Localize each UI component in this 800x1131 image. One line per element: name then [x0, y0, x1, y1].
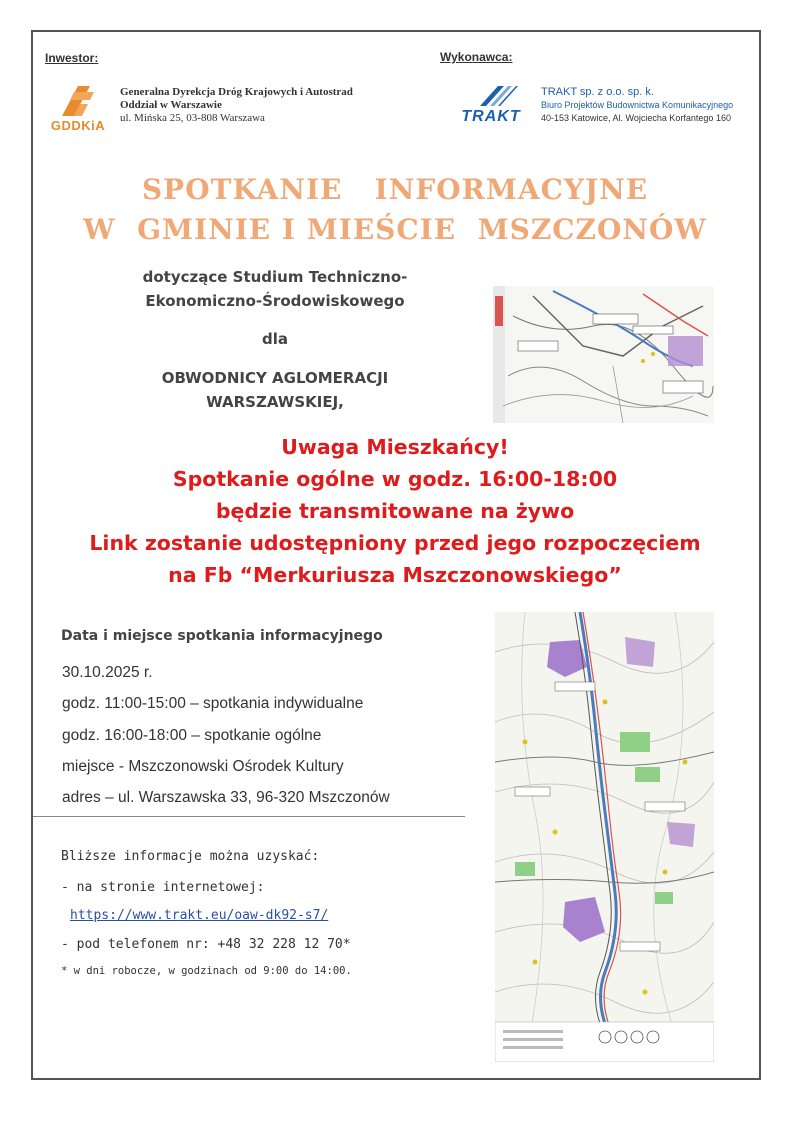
notice-line-4: Link zostanie udostępniony przed jego rozpoczęciem: [89, 531, 701, 555]
route-map-thumbnail: [493, 286, 714, 423]
contractor-label: Wykonawca:: [440, 50, 513, 64]
trakt-road-icon: [446, 84, 536, 108]
map-thumbnail-graphic: [493, 286, 714, 423]
details-heading: Data i miejsce spotkania informacyjnego: [61, 628, 383, 644]
subtitle-line-5: WARSZAWSKIEJ,: [206, 393, 344, 411]
subtitle-study: [60, 265, 490, 313]
divider: [33, 816, 465, 817]
info-heading: Bliższe informacje można uzyskać:: [61, 849, 320, 864]
meeting-address: adres – ul. Warszawska 33, 96-320 Mszczonów: [62, 789, 390, 806]
trakt-logo-text: TRAKT: [461, 108, 521, 125]
trakt-logo: [446, 84, 536, 126]
contractor-description: Biuro Projektów Budownictwa Komunikacyjnego: [541, 100, 734, 110]
gddkia-logo-text: GDDKiA: [50, 118, 106, 133]
gddkia-road-icon: [40, 82, 116, 118]
website-link[interactable]: https://www.trakt.eu/oaw-dk92-s7/: [70, 908, 329, 923]
meeting-individual-hours: godz. 11:00-15:00 – spotkania indywidualne: [62, 695, 364, 712]
subtitle-line-1: dotyczące Studium Techniczno-: [142, 268, 408, 286]
notice-line-5: na Fb “Merkuriusza Mszczonowskiego”: [168, 563, 622, 587]
contractor-name: TRAKT sp. z o.o. sp. k.: [541, 86, 654, 98]
meeting-date: 30.10.2025 r.: [62, 664, 153, 681]
info-website-label: - na stronie internetowej:: [61, 880, 265, 895]
notice-line-2: Spotkanie ogólne w godz. 16:00-18:00: [172, 467, 618, 491]
subtitle-ring-road: [60, 366, 490, 414]
route-map-large: [495, 612, 714, 1062]
subtitle-line-4: OBWODNICY AGLOMERACJI: [161, 369, 389, 387]
livestream-notice: [40, 431, 750, 591]
investor-info: [120, 86, 353, 125]
notice-line-1: Uwaga Mieszkańcy!: [281, 435, 509, 459]
page-title: [40, 170, 750, 250]
contractor-info: [541, 86, 733, 125]
info-phone: - pod telefonem nr: +48 32 228 12 70*: [61, 937, 351, 952]
notice-line-3: będzie transmitowane na żywo: [215, 499, 575, 523]
investor-name: Generalna Dyrekcja Dróg Krajowych i Autostrad: [120, 86, 353, 98]
investor-address: ul. Mińska 25, 03-808 Warszawa: [120, 112, 265, 124]
subtitle-for: dla: [261, 330, 288, 348]
title-line-1: SPOTKANIE INFORMACYJNE: [141, 173, 649, 206]
title-line-2: W GMINIE I MIEŚCIE MSZCZONÓW: [83, 213, 707, 246]
investor-branch: Oddział w Warszawie: [120, 99, 222, 111]
map-large-graphic: [495, 612, 714, 1062]
info-footnote: * w dni robocze, w godzinach od 9:00 do 14:00.: [61, 965, 352, 977]
meeting-place: miejsce - Mszczonowski Ośrodek Kultury: [62, 758, 344, 775]
contractor-address: 40-153 Katowice, Al. Wojciecha Korfantego 160: [541, 113, 731, 123]
meeting-general-hours: godz. 16:00-18:00 – spotkanie ogólne: [62, 727, 322, 744]
gddkia-logo: [40, 82, 116, 132]
investor-label: Inwestor:: [45, 51, 99, 65]
subtitle-line-2: Ekonomiczno-Środowiskowego: [145, 292, 405, 310]
